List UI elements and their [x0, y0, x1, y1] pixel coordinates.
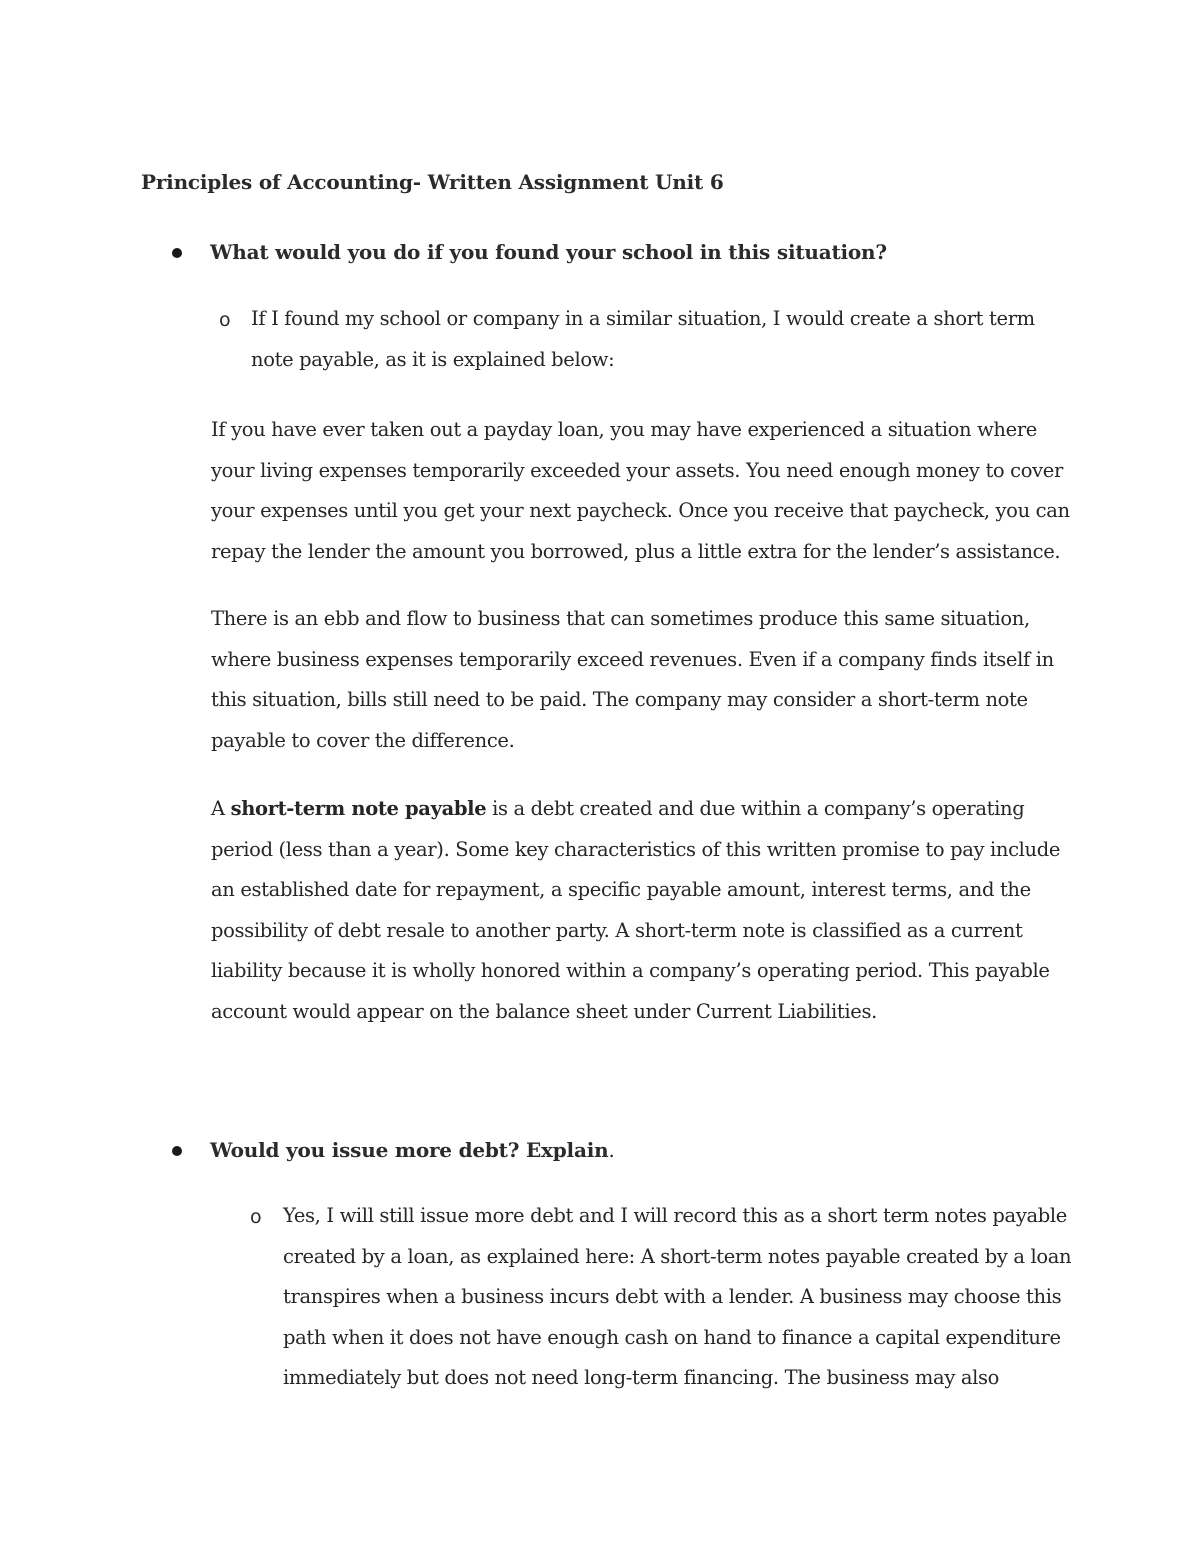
text-fragment: is a debt created and due within a company’s operating — [486, 797, 1025, 820]
text-line: immediately but does not need long-term financing. The business may also — [283, 1366, 1000, 1389]
bullet-icon — [172, 1146, 182, 1156]
document-title: Principles of Accounting- Written Assignment Unit 6 — [141, 170, 724, 194]
paragraph-definition — [211, 789, 1060, 1032]
paragraph-payday-loan — [211, 410, 1070, 572]
text-line: repay the lender the amount you borrowed, plus a little extra for the lender’s assistance. — [211, 539, 1061, 563]
answer-block-1 — [251, 299, 1035, 380]
text-line: payable to cover the difference. — [211, 728, 515, 752]
sub-bullet-marker: o — [250, 1206, 262, 1228]
text-line: created by a loan, as explained here: A short-term notes payable created by a loan — [283, 1244, 1072, 1268]
text-line: possibility of debt resale to another party. A short-term note is classified as a current — [211, 918, 1023, 942]
question-punctuation: . — [608, 1138, 615, 1162]
text-line: If you have ever taken out a payday loan, you may have experienced a situation where — [211, 418, 1037, 441]
text-line: liability because it is wholly honored within a company’s operating period. This payable — [211, 959, 1050, 982]
paragraph-ebb-and-flow — [211, 599, 1054, 761]
text-line: your living expenses temporarily exceeded your assets. You need enough money to cover — [211, 458, 1063, 482]
sub-bullet-marker: o — [219, 309, 231, 331]
text-line: note payable, as it is explained below: — [251, 347, 615, 371]
text-line: transpires when a business incurs debt with a lender. A business may choose this — [283, 1285, 1062, 1308]
question-text — [210, 1138, 615, 1162]
answer-block-2 — [283, 1196, 1071, 1399]
text-line: Yes, I will still issue more debt and I will record this as a short term notes payable — [283, 1204, 1067, 1227]
text-line: an established date for repayment, a specific payable amount, interest terms, and the — [211, 878, 1031, 901]
text-line — [211, 789, 1060, 830]
text-line: this situation, bills still need to be paid. The company may consider a short-term note — [211, 688, 1028, 711]
question-text: What would you do if you found your school in this situation? — [210, 240, 887, 264]
text-fragment: A — [211, 797, 231, 820]
defined-term: short-term note payable — [230, 797, 487, 820]
text-line: period (less than a year). Some key characteristics of this written promise to pay include — [211, 837, 1061, 861]
text-line: account would appear on the balance sheet under Current Liabilities. — [211, 999, 877, 1023]
text-line: If I found my school or company in a similar situation, I would create a short term — [251, 307, 1035, 330]
text-line: where business expenses temporarily exceed revenues. Even if a company finds itself in — [211, 647, 1054, 671]
bullet-icon — [172, 248, 182, 258]
question-label: Would you issue more debt? Explain — [210, 1138, 609, 1162]
text-line: There is an ebb and flow to business that can sometimes produce this same situation, — [211, 607, 1030, 630]
text-line: your expenses until you get your next paycheck. Once you receive that paycheck, you can — [211, 499, 1070, 522]
text-line: path when it does not have enough cash on hand to finance a capital expenditure — [283, 1325, 1061, 1349]
